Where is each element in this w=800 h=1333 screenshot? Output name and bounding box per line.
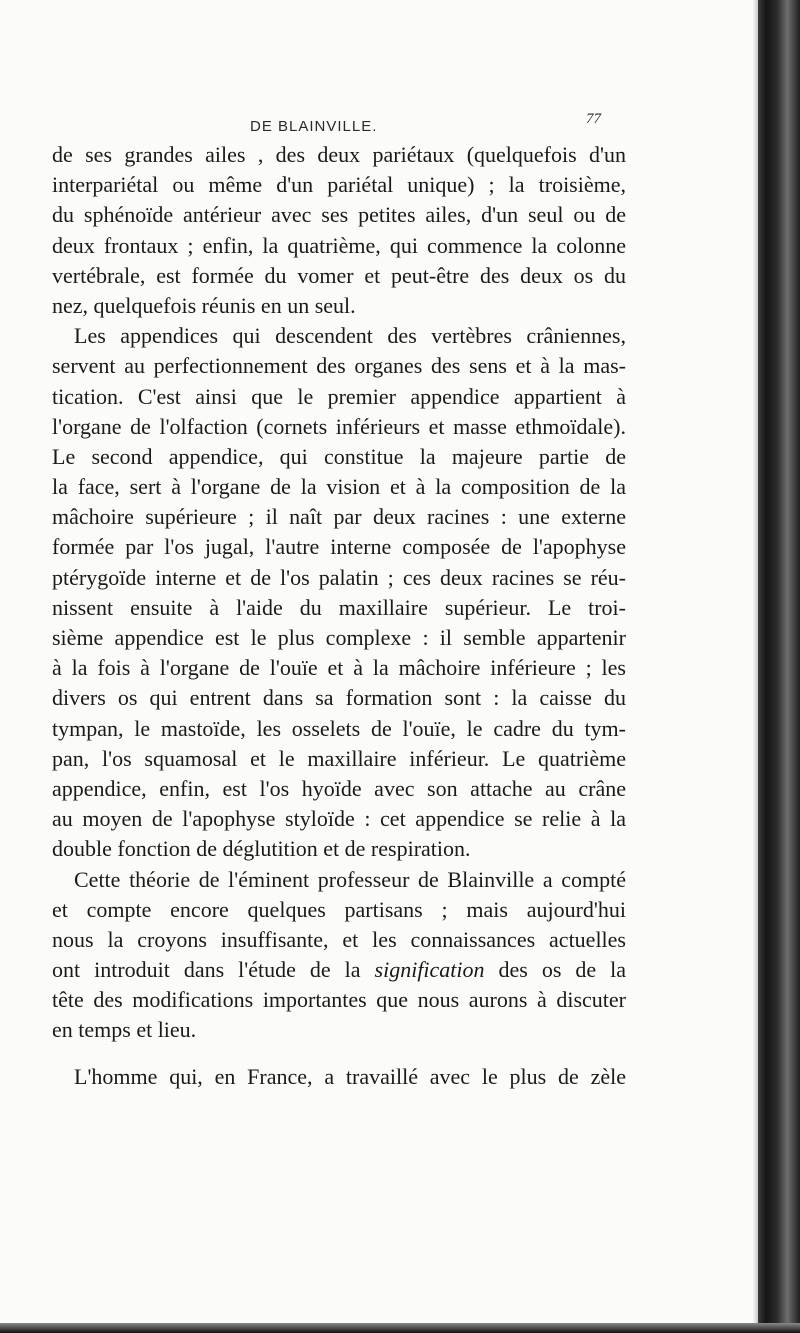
- text-line: la face, sert à l'organe de la vision et à la composition de la: [52, 474, 626, 500]
- text-fragment: des os de la: [498, 957, 627, 983]
- text-line: appendice, enfin, est l'os hyoïde avec son attache au crâne: [52, 775, 626, 801]
- body-text: [52, 140, 626, 1092]
- text-line: de ses grandes ailes , des deux pariétaux (quelquefois d'un: [52, 142, 626, 167]
- text-line: double fonction de déglutition et de respiration.: [52, 836, 471, 862]
- text-line: au moyen de l'apophyse styloïde : cet appendice se relie à la: [52, 806, 626, 832]
- text-line-mixed: [52, 955, 626, 985]
- text-line: Cette théorie de l'éminent professeur de Blainville a compté: [74, 866, 626, 892]
- text-line: sième appendice est le plus complexe : il semble appartenir: [52, 625, 626, 650]
- text-line: interpariétal ou même d'un pariétal unique) ; la troisième,: [52, 172, 626, 198]
- text-line: tympan, le mastoïde, les osselets de l'ouïe, le cadre du tym-: [52, 715, 626, 741]
- text-line: tête des modifications importantes que nous aurons à discuter: [52, 987, 626, 1013]
- italic-term: signification: [374, 957, 485, 983]
- text-line: divers os qui entrent dans sa formation sont : la caisse du: [52, 685, 626, 711]
- text-line: nous la croyons insuffisante, et les connaissances actuelles: [52, 926, 626, 952]
- text-fragment: ont introduit dans l'étude de la: [52, 957, 361, 983]
- text-line: et compte encore quelques partisans ; mais aujourd'hui: [52, 896, 626, 922]
- page-number: 77: [586, 111, 601, 127]
- text-line: formée par l'os jugal, l'autre interne composée de l'apophyse: [52, 534, 626, 560]
- book-binding: [758, 0, 800, 1333]
- text-line: ptérygoïde interne et de l'os palatin ; ces deux racines se réu-: [52, 564, 626, 590]
- text-line: mâchoire supérieure ; il naît par deux racines : une externe: [52, 504, 626, 530]
- paragraph-gap: [52, 1046, 626, 1062]
- text-line: en temps et lieu.: [52, 1017, 197, 1043]
- text-line: L'homme qui, en France, a travaillé avec le plus de zèle: [74, 1063, 626, 1089]
- text-line: pan, l'os squamosal et le maxillaire inférieur. Le quatrième: [52, 745, 626, 771]
- text-line: du sphénoïde antérieur avec ses petites ailes, d'un seul ou de: [52, 202, 626, 228]
- text-line: à la fois à l'organe de l'ouïe et à la mâchoire inférieure ; les: [52, 655, 626, 681]
- text-line: Les appendices qui descendent des vertèbres crâniennes,: [74, 323, 626, 349]
- text-line: nissent ensuite à l'aide du maxillaire supérieur. Le troi-: [52, 594, 626, 620]
- text-line: nez, quelquefois réunis en un seul.: [52, 292, 356, 318]
- bottom-edge: [0, 1323, 800, 1333]
- text-line: servent au perfectionnement des organes des sens et à la mas-: [52, 353, 626, 379]
- text-line: Le second appendice, qui constitue la majeure partie de: [52, 443, 626, 469]
- text-line: deux frontaux ; enfin, la quatrième, qui commence la colonne: [52, 232, 626, 258]
- running-head: DE BLAINVILLE.: [250, 118, 378, 135]
- text-line: l'organe de l'olfaction (cornets inférieurs et masse ethmoïdale).: [52, 413, 626, 439]
- text-line: vertébrale, est formée du vomer et peut-être des deux os du: [52, 262, 626, 288]
- text-line: tication. C'est ainsi que le premier appendice appartient à: [52, 383, 626, 409]
